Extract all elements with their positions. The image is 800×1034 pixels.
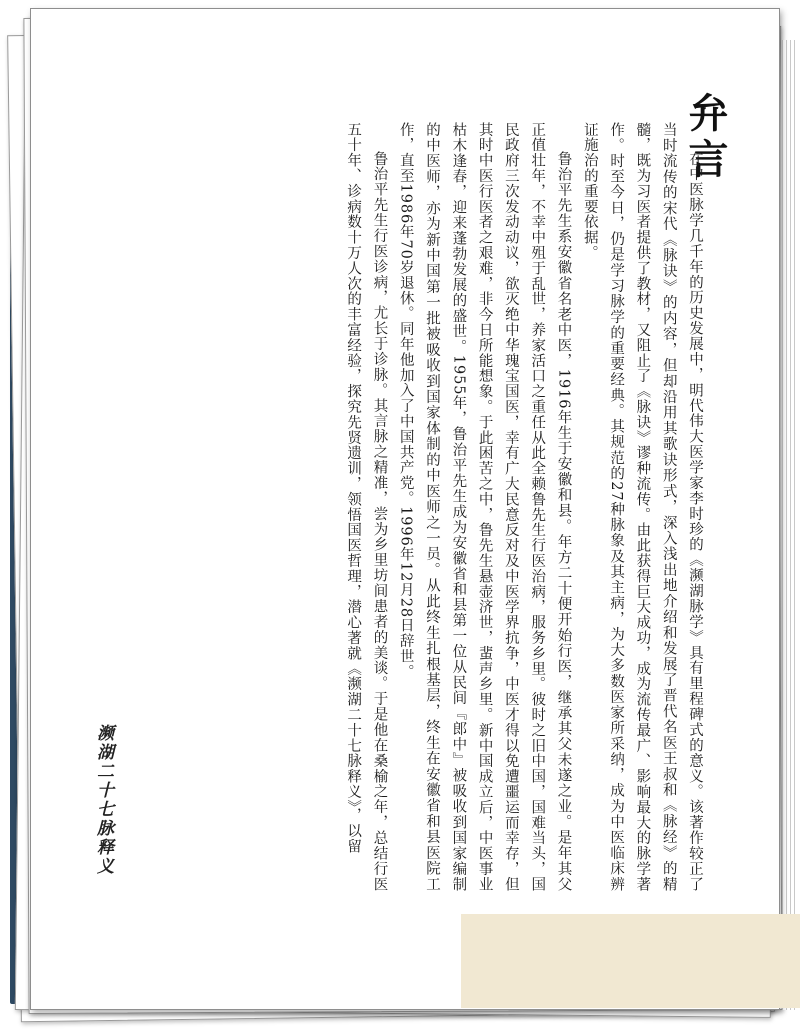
paragraph: 鲁治平先生行医诊病，尤长于诊脉。其言脉之精准，尝为乡里坊间患者的美谈。于是他在桑榆之年，总结行医五十年、诊病数十万人次的丰富经验，探究先贤遗训，领悟国医哲理，潜心著就《濒湖二十七脉释义》，以留 bbox=[345, 122, 388, 892]
paragraph: 在中医脉学几千年的历史发展中，明代伟大医学家李时珍的《濒湖脉学》具有里程碑式的意义。该著作较正了当时流传的宋代《脉诀》的内容，但却沿用其歌诀形式，深入浅出地介绍和发展了晋代名医王叔和《脉经》的精髓，既为习医者提供了教材，又阻止了《脉诀》谬种流传。由此获得巨大成功，成为流传最广、影响最大的脉学著作。时至今日，仍是学习脉学的重要经典。其规范的27种脉象及其主病，为大多数医家所采纳，成为中医临床辨证施治的重要依据。 bbox=[581, 122, 703, 892]
paragraph: 鲁治平先生系安徽省名老中医，1916年生于安徽和县。年方二十便开始行医，继承其父未遂之业。是年其父正值壮年，不幸中殂于乱世，养家活口之重任从此全赖鲁先生行医治病，服务乡里。彼时之旧中国，国难当头，国民政府三次发动动议，欲灭绝中华瑰宝国医，幸有广大民意反对及中医学界抗争，中医才得以免遭噩运而幸存，但其时中医行医者之艰难，非今日所能想象。于此困苦之中，鲁先生悬壶济世，蜚声乡里。新中国成立后，中医事业枯木逢春，迎来蓬勃发展的盛世。1955年，鲁治平先生成为安徽省和县第一位从民间『郎中』被吸收到国家编制的中医师，亦为新中国第一批被吸收到国家体制的中医师之一员。从此终生扎根基层，终生在安徽省和县医院工作，直至1986年70岁退休。同年他加入了中国共产党。1996年12月28日辞世。 bbox=[397, 122, 572, 892]
body-text bbox=[340, 122, 708, 892]
underlying-page-strip bbox=[461, 914, 800, 1008]
page-title: 弁言 bbox=[682, 92, 728, 184]
calligraphy-signature: 濒湖二十七脉释义 bbox=[93, 724, 113, 876]
page-stack-edge bbox=[782, 40, 796, 1010]
